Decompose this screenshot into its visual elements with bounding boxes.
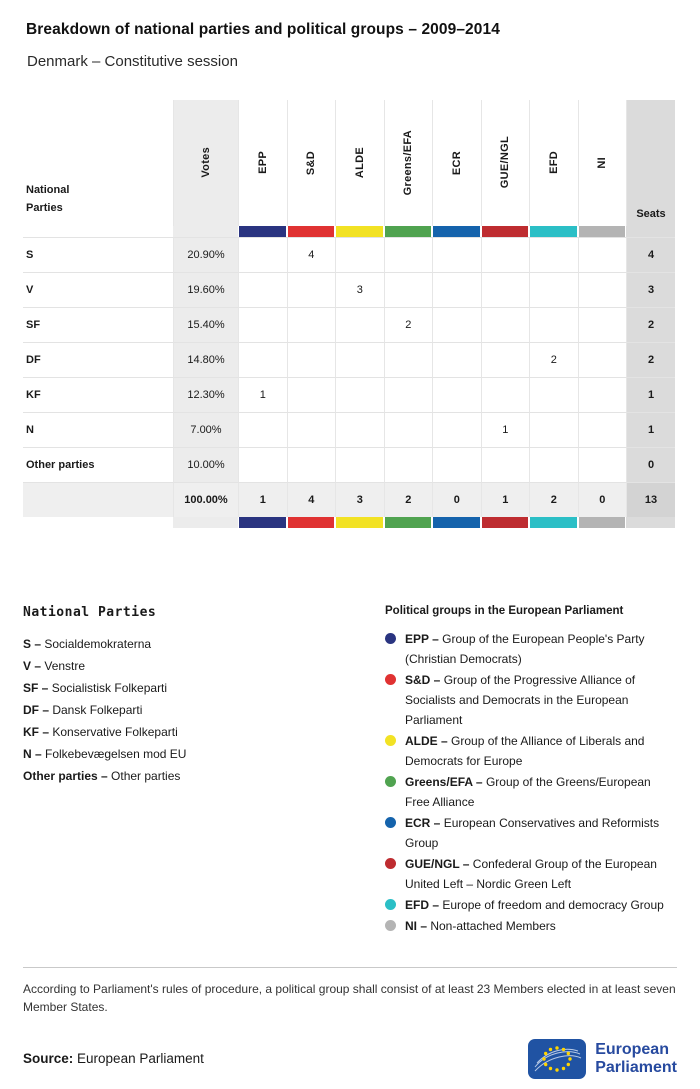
group-column-label-sd: S&D [305,150,318,175]
political-groups-legend-title: Political groups in the European Parliament [385,604,624,617]
total-group-cell-ecr: 0 [432,482,481,517]
party-name-cell: N [23,412,173,447]
seats-by-group-cell-sd [287,377,336,412]
party-legend-item [23,699,385,721]
party-name-cell: DF [23,342,173,377]
votes-column-label: Votes [200,147,212,178]
seats-by-group-cell-greens-efa [384,237,433,272]
seats-cell: 0 [626,447,675,482]
seats-by-group-cell-gue-ngl [481,447,530,482]
party-abbr: KF – [23,724,53,739]
footnote: According to Parliament's rules of procedure, a political group shall consist of at least 23 Members elected in at least seven Member States. [23,967,677,1017]
ep-logo-text [595,1041,677,1077]
party-name-cell: V [23,272,173,307]
total-seats-bar-spacer [626,517,675,528]
seats-by-group-cell-ni [578,307,627,342]
group-legend-item [385,895,677,915]
total-group-cell-sd: 4 [287,482,336,517]
group-legend-item [385,731,677,771]
total-votes-bar-spacer [173,517,238,528]
votes-bar-spacer [173,226,238,237]
votes-cell: 10.00% [173,447,238,482]
group-column-header-efd [529,100,578,226]
total-color-bar-greens-efa [384,517,433,528]
party-name-cell: SF [23,307,173,342]
seats-by-group-cell-greens-efa [384,412,433,447]
group-description: S&D – Group of the Progressive Alliance of Socialists and Democrats in the European Parliament [405,672,636,727]
seats-by-group-cell-efd [529,377,578,412]
seats-by-group-cell-ecr [432,412,481,447]
group-color-dot [385,674,396,685]
group-column-header-ecr [432,100,481,226]
seats-by-group-cell-ecr [432,377,481,412]
seats-cell: 3 [626,272,675,307]
group-color-bar-alde [335,226,384,237]
group-color-bar-ni [578,226,627,237]
seats-by-group-cell-epp [238,342,287,377]
seats-by-group-cell-ni [578,377,627,412]
party-name-cell: Other parties [23,447,173,482]
seats-by-group-cell-sd [287,307,336,342]
group-description: EFD – Europe of freedom and democracy Group [405,897,664,912]
seats-by-group-cell-ecr [432,272,481,307]
total-color-bar-sd [287,517,336,528]
seats-by-group-cell-gue-ngl [481,272,530,307]
seats-by-group-cell-greens-efa [384,447,433,482]
page-subtitle: Denmark – Constitutive session [27,52,238,70]
seats-by-group-cell-alde [335,307,384,342]
group-column-header-gue-ngl [481,100,530,226]
group-description: Greens/EFA – Group of the Greens/European Free Alliance [405,774,651,809]
total-group-cell-gue-ngl: 1 [481,482,530,517]
votes-cell: 15.40% [173,307,238,342]
group-description: NI – Non-attached Members [405,918,556,933]
group-color-dot [385,776,396,787]
seats-by-group-cell-sd [287,412,336,447]
total-color-bar-efd [529,517,578,528]
party-legend-item [23,655,385,677]
group-column-header-ni [578,100,627,226]
seats-by-group-cell-ecr [432,447,481,482]
party-description: Konservative Folkeparti [52,724,178,739]
seats-by-group-cell-alde [335,377,384,412]
total-color-bar-epp [238,517,287,528]
seats-by-group-cell-gue-ngl: 1 [481,412,530,447]
national-parties-legend [23,605,385,937]
seats-bar-spacer [626,226,675,237]
group-column-label-efd: EFD [547,151,560,175]
group-column-label-gue-ngl: GUE/NGL [499,136,512,189]
seats-by-group-cell-greens-efa [384,272,433,307]
party-legend-item [23,721,385,743]
party-description: Folkebevægelsen mod EU [45,746,187,761]
national-parties-list [23,633,385,787]
seats-by-group-cell-sd [287,342,336,377]
source [23,1051,204,1066]
seats-by-group-cell-epp [238,237,287,272]
party-abbr: S – [23,636,45,651]
seats-by-group-cell-ecr [432,342,481,377]
votes-column-header [173,100,238,226]
seats-by-group-cell-alde [335,237,384,272]
group-legend-item [385,629,677,669]
seats-by-group-cell-alde [335,342,384,377]
seats-by-group-cell-ni [578,272,627,307]
header [23,0,677,71]
party-abbr: Other parties – [23,768,112,783]
group-legend-item [385,670,677,730]
seats-by-group-cell-ni [578,237,627,272]
group-legend-item [385,854,677,894]
seats-cell: 4 [626,237,675,272]
party-name-cell: KF [23,377,173,412]
seats-by-group-cell-gue-ngl [481,237,530,272]
party-description: Other parties [111,768,181,783]
group-color-dot [385,858,396,869]
ep-logo-text-line2: Parliament [595,1058,677,1076]
seats-by-group-cell-ecr [432,307,481,342]
seats-by-group-cell-alde [335,447,384,482]
seats-cell: 2 [626,342,675,377]
seats-column-header: Seats [626,100,675,226]
group-color-dot [385,817,396,828]
legends [23,605,677,937]
page-title: Breakdown of national parties and political groups – 2009–2014 [26,21,500,38]
seats-cell: 2 [626,307,675,342]
group-column-header-sd [287,100,336,226]
group-color-bar-greens-efa [384,226,433,237]
total-votes-cell: 100.00% [173,482,238,517]
group-color-dot [385,735,396,746]
total-seats-cell: 13 [626,482,675,517]
seats-by-group-cell-ni [578,412,627,447]
seats-by-group-cell-efd [529,307,578,342]
seats-by-group-cell-sd [287,447,336,482]
party-description: Socialdemokraterna [44,636,152,651]
political-groups-legend [385,605,677,937]
seats-by-group-cell-gue-ngl [481,342,530,377]
group-color-dot [385,899,396,910]
group-column-label-epp: EPP [256,151,269,175]
seats-by-group-cell-gue-ngl [481,377,530,412]
votes-cell: 14.80% [173,342,238,377]
seats-by-group-cell-greens-efa: 2 [384,307,433,342]
party-description: Venstre [44,658,86,673]
group-color-bar-gue-ngl [481,226,530,237]
corner-bar-spacer [23,226,173,237]
total-group-cell-alde: 3 [335,482,384,517]
party-description: Socialistisk Folkeparti [51,680,168,695]
votes-cell: 12.30% [173,377,238,412]
total-color-bar-alde [335,517,384,528]
ep-logo-icon [528,1039,586,1079]
group-legend-item [385,772,677,812]
votes-cell: 19.60% [173,272,238,307]
votes-cell: 20.90% [173,237,238,272]
party-abbr: SF – [23,680,52,695]
total-group-cell-efd: 2 [529,482,578,517]
party-legend-item [23,633,385,655]
group-color-dot [385,920,396,931]
footer [23,1039,677,1079]
seats-by-group-cell-efd [529,447,578,482]
group-color-bar-sd [287,226,336,237]
source-label: Source: [23,1051,74,1067]
total-color-bar-gue-ngl [481,517,530,528]
total-color-bar-ecr [432,517,481,528]
party-abbr: N – [23,746,46,761]
results-table [23,100,677,528]
seats-by-group-cell-gue-ngl [481,307,530,342]
seats-by-group-cell-efd [529,412,578,447]
source-value: European Parliament [77,1051,204,1067]
seats-by-group-cell-efd: 2 [529,342,578,377]
group-color-bar-efd [529,226,578,237]
party-name-cell: S [23,237,173,272]
group-description: ALDE – Group of the Alliance of Liberals and Democrats for Europe [405,733,645,768]
group-color-bar-epp [238,226,287,237]
group-column-label-ecr: ECR [450,150,463,175]
seats-by-group-cell-alde: 3 [335,272,384,307]
party-description: Dansk Folkeparti [52,702,143,717]
votes-cell: 7.00% [173,412,238,447]
party-legend-item [23,743,385,765]
table-corner-label: National Parties [26,184,70,214]
group-column-header-epp [238,100,287,226]
total-color-bar-ni [578,517,627,528]
party-legend-item [23,765,385,787]
national-parties-legend-title: National Parties [23,604,157,620]
group-legend-item [385,813,677,853]
seats-by-group-cell-epp [238,412,287,447]
seats-by-group-cell-epp [238,447,287,482]
group-column-header-greens-efa [384,100,433,226]
seats-by-group-cell-efd [529,272,578,307]
total-corner-bar-spacer [23,517,173,528]
seats-by-group-cell-sd [287,272,336,307]
group-column-label-ni: NI [596,156,609,169]
group-description: EPP – Group of the European People's Party (Christian Democrats) [405,631,645,666]
total-group-cell-greens-efa: 2 [384,482,433,517]
political-groups-list [385,629,677,936]
ep-logo-text-line1: European [595,1040,669,1058]
group-color-dot [385,633,396,644]
total-group-cell-epp: 1 [238,482,287,517]
group-color-bar-ecr [432,226,481,237]
total-group-cell-ni: 0 [578,482,627,517]
group-column-header-alde [335,100,384,226]
seats-by-group-cell-greens-efa [384,342,433,377]
group-column-label-greens-efa: Greens/EFA [402,129,415,196]
party-abbr: DF – [23,702,53,717]
seats-by-group-cell-ni [578,447,627,482]
seats-by-group-cell-epp [238,307,287,342]
party-legend-item [23,677,385,699]
group-description: ECR – European Conservatives and Reformists Group [405,815,660,850]
ep-logo [528,1039,677,1079]
group-description: GUE/NGL – Confederal Group of the European United Left – Nordic Green Left [405,856,657,891]
total-row-label-spacer [23,482,173,517]
seats-by-group-cell-ni [578,342,627,377]
seats-by-group-cell-greens-efa [384,377,433,412]
group-column-label-alde: ALDE [353,147,366,179]
seats-by-group-cell-efd [529,237,578,272]
seats-by-group-cell-epp: 1 [238,377,287,412]
seats-by-group-cell-sd: 4 [287,237,336,272]
seats-cell: 1 [626,412,675,447]
group-legend-item [385,916,677,936]
seats-by-group-cell-alde [335,412,384,447]
seats-by-group-cell-epp [238,272,287,307]
seats-by-group-cell-ecr [432,237,481,272]
seats-cell: 1 [626,377,675,412]
party-abbr: V – [23,658,45,673]
